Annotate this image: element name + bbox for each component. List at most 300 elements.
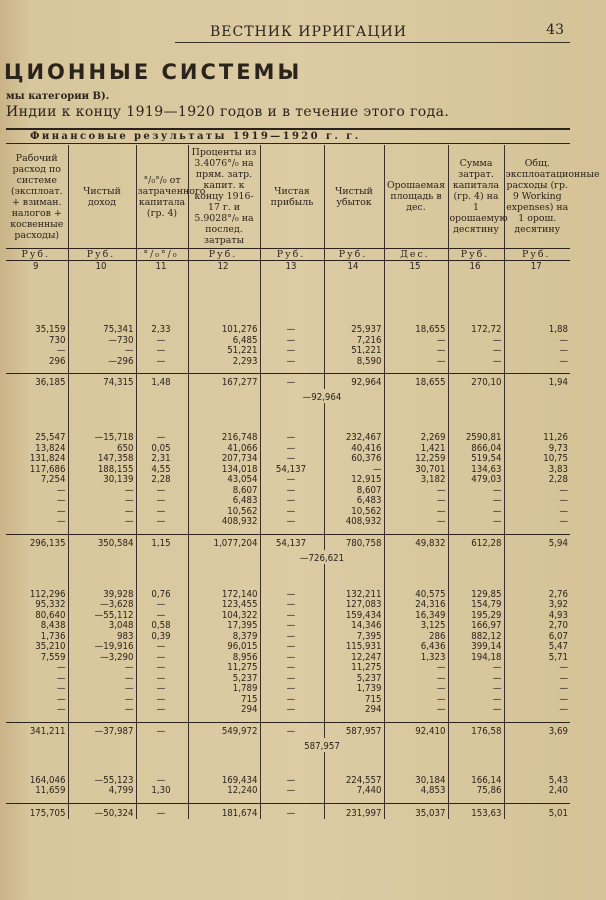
table-cell-value: 172,140 bbox=[221, 588, 258, 600]
table-cell-value: — bbox=[124, 662, 134, 673]
table-cell-value: 479,03 bbox=[471, 474, 502, 485]
table-cell-value: — bbox=[286, 442, 296, 454]
table-cell-value: — bbox=[156, 432, 166, 443]
table-cell-value: 115,931 bbox=[345, 641, 382, 652]
table-cell-value: 159,434 bbox=[345, 609, 382, 621]
column-header: Общ. эксплоатационные расходы (гр. 9 Working expenses) на 1 орош. десятину bbox=[505, 158, 600, 235]
table-cell-value: 7,440 bbox=[356, 785, 382, 796]
table-cell: 54,137 bbox=[260, 534, 324, 550]
table-cell bbox=[448, 273, 504, 374]
table-cell-value: — bbox=[559, 516, 568, 527]
financial-results-table bbox=[6, 145, 600, 819]
column-header: Чистый убыток bbox=[324, 145, 384, 249]
column-header-row bbox=[6, 145, 570, 249]
table-cell-value: — bbox=[56, 345, 66, 356]
table-cell bbox=[504, 738, 570, 752]
table-total-row bbox=[6, 534, 570, 550]
table-cell bbox=[384, 752, 448, 804]
table-cell-value: 983 bbox=[117, 630, 134, 642]
table-cell-value: — bbox=[286, 630, 296, 642]
table-cell bbox=[448, 389, 504, 403]
table-cell-value: 6,483 bbox=[356, 495, 382, 506]
table-cell-value: 866,04 bbox=[471, 442, 502, 454]
table-cell bbox=[448, 738, 504, 752]
table-cell-value: — bbox=[124, 345, 134, 356]
table-cell: 176,58 bbox=[448, 722, 504, 738]
table-cell-value: — bbox=[286, 474, 296, 485]
table-cell: 36,185 bbox=[6, 374, 68, 390]
table-cell-value: 188,155 bbox=[97, 463, 134, 475]
table-cell bbox=[136, 403, 188, 534]
table-cell bbox=[136, 738, 188, 752]
table-cell-value: 1,736 bbox=[40, 630, 66, 642]
table-cell-value: 1,30 bbox=[151, 785, 171, 796]
table-cell-value: — bbox=[286, 453, 296, 464]
table-cell-value: 123,455 bbox=[221, 599, 258, 610]
table-cell-value: — bbox=[156, 345, 166, 356]
table-cell: — bbox=[260, 374, 324, 390]
table-cell-value: 25,547 bbox=[35, 432, 66, 443]
table-cell-value: — bbox=[286, 484, 296, 496]
column-number: 11 bbox=[136, 261, 188, 274]
table-cell-value: 75,341 bbox=[103, 324, 134, 335]
table-cell bbox=[188, 403, 260, 534]
column-number: 12 bbox=[188, 261, 260, 274]
table-cell-value: — bbox=[156, 355, 166, 367]
table-cell-value: — bbox=[156, 334, 166, 346]
table-cell-value: — bbox=[156, 662, 166, 673]
table-cell: 1,15 bbox=[136, 534, 188, 550]
table-cell-value: 5,237 bbox=[232, 672, 258, 684]
table-cell bbox=[188, 738, 260, 752]
table-cell: 587,957 bbox=[324, 722, 384, 738]
table-cell: 175,705 bbox=[6, 803, 68, 819]
table-cell-value: 2,76 bbox=[548, 588, 568, 600]
table-cell-value: 0,39 bbox=[151, 630, 171, 642]
table-cell-value: 5,237 bbox=[356, 672, 382, 684]
table-cell-value: — bbox=[559, 672, 568, 684]
table-cell-value: — bbox=[436, 345, 446, 356]
table-cell-value: — bbox=[56, 505, 66, 517]
table-cell-value: — bbox=[436, 516, 446, 527]
table-body bbox=[6, 249, 570, 819]
table-cell-value: 5,71 bbox=[548, 651, 568, 663]
table-cell-value: — bbox=[56, 484, 66, 496]
table-cell-value: — bbox=[156, 484, 166, 496]
table-cell-value: 154,79 bbox=[471, 599, 502, 610]
table-cell-value: 35,210 bbox=[35, 641, 66, 652]
table-cell-value: — bbox=[286, 324, 296, 335]
table-cell-value: 0,05 bbox=[151, 442, 171, 454]
table-cell: 296,135 bbox=[6, 534, 68, 550]
table-cell bbox=[6, 752, 68, 804]
table-cell-value: 195,29 bbox=[471, 609, 502, 621]
table-cell-value: 1,88 bbox=[548, 324, 568, 335]
column-header: Орошаемая площадь в дес. bbox=[384, 145, 448, 249]
table-cell-value: 7,216 bbox=[356, 334, 382, 346]
net-result-row bbox=[6, 550, 570, 564]
table-cell: — bbox=[136, 803, 188, 819]
table-cell-value: 17,395 bbox=[227, 620, 258, 631]
table-cell-value: — bbox=[56, 704, 66, 715]
table-cell-value: — bbox=[286, 345, 296, 356]
table-cell: 3,69 bbox=[504, 722, 570, 738]
table-cell-value: 650 bbox=[117, 442, 134, 454]
table-cell: 341,211 bbox=[6, 722, 68, 738]
table-cell-value: — bbox=[156, 683, 166, 694]
table-cell-value: — bbox=[286, 662, 296, 673]
unit-cell: Руб. bbox=[68, 249, 136, 261]
table-cell-value: 8,438 bbox=[40, 620, 66, 631]
table-cell-value: 169,434 bbox=[221, 774, 258, 786]
table-cell bbox=[6, 389, 68, 403]
table-cell-value: — bbox=[156, 516, 166, 527]
column-number: 15 bbox=[384, 261, 448, 274]
table-cell-value: 12,259 bbox=[415, 453, 446, 464]
table-cell: 5,01 bbox=[504, 803, 570, 819]
table-cell-value: 294 bbox=[241, 704, 258, 715]
table-cell-value: 10,562 bbox=[227, 505, 258, 517]
section-subtitle: Индии к концу 1919—1920 годов и в течение этого года. bbox=[6, 104, 450, 120]
table-cell-value: — bbox=[124, 505, 134, 517]
table-cell-value: — bbox=[436, 693, 446, 705]
table-cell: 270,10 bbox=[448, 374, 504, 390]
table-cell-value: 54,137 bbox=[275, 463, 307, 475]
table-cell-value: 3,83 bbox=[548, 463, 568, 475]
table-cell-value: 39,928 bbox=[103, 588, 134, 600]
table-cell bbox=[384, 564, 448, 723]
table-cell-value: 8,956 bbox=[232, 651, 258, 663]
table-cell bbox=[6, 403, 68, 534]
table-cell-value: —3,290 bbox=[100, 651, 134, 663]
table-cell bbox=[324, 564, 384, 723]
table-cell: 780,758 bbox=[324, 534, 384, 550]
table-cell: 350,584 bbox=[68, 534, 136, 550]
table-cell bbox=[504, 752, 570, 804]
table-cell-value: 16,349 bbox=[415, 609, 446, 621]
table-cell-value: 112,296 bbox=[29, 588, 66, 600]
table-cell-value: — bbox=[286, 651, 296, 663]
table-cell-value: — bbox=[492, 355, 502, 367]
column-header: Чистая прибыль bbox=[260, 145, 324, 249]
table-cell-value: 4,93 bbox=[548, 609, 568, 621]
table-cell-value: — bbox=[492, 334, 502, 346]
table-cell: 18,655 bbox=[384, 374, 448, 390]
table-cell-value: 24,316 bbox=[415, 599, 446, 610]
table-cell bbox=[384, 389, 448, 403]
table-cell-value: 2,28 bbox=[151, 474, 171, 485]
table-cell bbox=[384, 273, 448, 374]
table-cell-value: 132,211 bbox=[345, 588, 382, 600]
table-cell-value: 2,40 bbox=[548, 785, 568, 796]
table-cell-value: — bbox=[124, 495, 134, 506]
table-cell-value: 10,75 bbox=[543, 453, 568, 464]
table-row bbox=[6, 273, 570, 374]
table-cell-value: 35,159 bbox=[35, 324, 66, 335]
column-header: °/₀°/₀ от затраченного капитала (гр. 4) bbox=[136, 145, 188, 249]
table-cell bbox=[504, 564, 570, 723]
table-cell bbox=[324, 273, 384, 374]
table-cell-value: 147,358 bbox=[97, 453, 134, 464]
table-cell-value: — bbox=[124, 672, 134, 684]
table-cell bbox=[260, 752, 324, 804]
table-cell bbox=[68, 564, 136, 723]
table-cell-value: — bbox=[559, 662, 568, 673]
table-cell-value: 51,221 bbox=[351, 345, 382, 356]
table-cell-value: 2590,81 bbox=[465, 432, 502, 443]
table-cell-value: 12,915 bbox=[351, 474, 382, 485]
table-cell-value: 194,18 bbox=[471, 651, 502, 663]
section-heading: ЦИОННЫЕ СИСТЕМЫ bbox=[4, 60, 303, 84]
net-result-row bbox=[6, 389, 570, 403]
table-cell-value: — bbox=[286, 334, 296, 346]
table-cell-value: 18,655 bbox=[415, 324, 446, 335]
table-cell-value: 134,018 bbox=[221, 463, 258, 475]
table-cell-value: 166,14 bbox=[471, 774, 502, 786]
table-cell bbox=[384, 403, 448, 534]
table-cell bbox=[136, 752, 188, 804]
table-cell-value: 60,376 bbox=[351, 453, 382, 464]
column-number: 16 bbox=[448, 261, 504, 274]
table-cell-value: —55,112 bbox=[94, 609, 134, 621]
table-cell-value: — bbox=[436, 672, 446, 684]
table-cell-value: 13,824 bbox=[35, 442, 66, 454]
table-cell: 231,997 bbox=[324, 803, 384, 819]
table-cell-value: — bbox=[286, 495, 296, 506]
table-cell bbox=[260, 403, 324, 534]
unit-cell: Руб. bbox=[504, 249, 570, 261]
table-cell bbox=[504, 550, 570, 564]
table-cell-value: 2,293 bbox=[232, 355, 258, 367]
table-cell-value: — bbox=[124, 516, 134, 527]
table-cell-value: 216,748 bbox=[221, 432, 258, 443]
table-cell-value: 11,275 bbox=[227, 662, 258, 673]
table-cell-value: 11,275 bbox=[351, 662, 382, 673]
table-cell: — bbox=[260, 803, 324, 819]
table-cell bbox=[448, 550, 504, 564]
table-cell-value: 12,240 bbox=[227, 785, 258, 796]
table-cell bbox=[448, 752, 504, 804]
table-cell-value: — bbox=[156, 495, 166, 506]
column-header: Рабочий расход по системе (эксплоат. + взиман. налогов + косвенные расходы) bbox=[6, 145, 68, 249]
table-cell-value: —15,718 bbox=[94, 432, 134, 443]
table-cell-value: — bbox=[56, 662, 66, 673]
table-cell bbox=[68, 550, 136, 564]
column-header: Чистый доход bbox=[68, 145, 136, 249]
table-cell: —726,621 bbox=[260, 550, 384, 564]
table-cell: 35,037 bbox=[384, 803, 448, 819]
table-cell-value: — bbox=[372, 463, 382, 475]
table-cell-value: 134,63 bbox=[471, 463, 502, 475]
table-cell-value: —730 bbox=[108, 334, 134, 346]
table-cell-value: — bbox=[156, 693, 166, 705]
table-cell-value: 30,701 bbox=[415, 463, 446, 475]
table-cell-value: 166,97 bbox=[471, 620, 502, 631]
table-cell-value: 224,557 bbox=[345, 774, 382, 786]
table-cell-value: 408,932 bbox=[345, 516, 382, 527]
table-cell bbox=[504, 273, 570, 374]
column-number-row bbox=[6, 261, 570, 274]
table-cell-value: — bbox=[559, 704, 568, 715]
table-cell bbox=[6, 273, 68, 374]
table-cell-value: — bbox=[56, 672, 66, 684]
table-cell-value: 5,47 bbox=[548, 641, 568, 652]
table-cell: 92,410 bbox=[384, 722, 448, 738]
table-cell-value: 2,269 bbox=[420, 432, 446, 443]
table-cell-value: — bbox=[156, 505, 166, 517]
table-cell-value: — bbox=[559, 495, 568, 506]
table-cell-value: — bbox=[492, 495, 502, 506]
table-cell-value: 3,125 bbox=[420, 620, 446, 631]
column-number: 13 bbox=[260, 261, 324, 274]
table-cell-value: — bbox=[286, 704, 296, 715]
table-cell-value: 2,33 bbox=[151, 324, 171, 335]
table-cell-value: 41,066 bbox=[227, 442, 258, 454]
table-cell-value: 0,76 bbox=[151, 588, 171, 600]
table-cell-value: — bbox=[286, 774, 296, 786]
table-total-row bbox=[6, 722, 570, 738]
table-cell-value: — bbox=[559, 505, 568, 517]
table-cell bbox=[136, 564, 188, 723]
table-cell-value: — bbox=[559, 355, 568, 367]
table-cell-value: —3,628 bbox=[100, 599, 134, 610]
unit-cell: Руб. bbox=[188, 249, 260, 261]
table-cell bbox=[324, 752, 384, 804]
page-number: 43 bbox=[546, 22, 564, 38]
table-cell bbox=[136, 273, 188, 374]
column-number: 9 bbox=[6, 261, 68, 274]
table-cell-value: — bbox=[559, 693, 568, 705]
table-cell: —50,324 bbox=[68, 803, 136, 819]
table-cell-value: — bbox=[286, 505, 296, 517]
table-cell bbox=[504, 389, 570, 403]
table-cell-value: 95,332 bbox=[35, 599, 66, 610]
table-cell bbox=[188, 550, 260, 564]
table-cell bbox=[260, 273, 324, 374]
table-cell-value: 8,607 bbox=[232, 484, 258, 496]
table-cell-value: 117,686 bbox=[29, 463, 66, 475]
table-cell-value: — bbox=[436, 355, 446, 367]
table-cell bbox=[188, 273, 260, 374]
table-cell-value: — bbox=[559, 484, 568, 496]
table-cell-value: — bbox=[492, 662, 502, 673]
table-cell-value: — bbox=[156, 641, 166, 652]
table-cell-value: 40,575 bbox=[415, 588, 446, 600]
table-cell-value: 3,92 bbox=[548, 599, 568, 610]
column-number: 10 bbox=[68, 261, 136, 274]
table-cell-value: 12,247 bbox=[351, 651, 382, 663]
table-cell-value: — bbox=[286, 599, 296, 610]
table-cell: 92,964 bbox=[324, 374, 384, 390]
table-cell-value: 4,853 bbox=[420, 785, 446, 796]
table-cell-value: — bbox=[56, 693, 66, 705]
table-cell: 181,674 bbox=[188, 803, 260, 819]
table-cell-value: — bbox=[286, 620, 296, 631]
table-cell-value: 11,26 bbox=[543, 432, 568, 443]
table-cell-value: — bbox=[492, 693, 502, 705]
table-row bbox=[6, 564, 570, 723]
table-cell-value: 6,483 bbox=[232, 495, 258, 506]
table-cell-value: 232,467 bbox=[345, 432, 382, 443]
unit-cell: °/₀°/₀ bbox=[136, 249, 188, 261]
table-cell-value: — bbox=[559, 683, 568, 694]
table-cell-value: 882,12 bbox=[471, 630, 502, 642]
table-row bbox=[6, 403, 570, 534]
table-cell-value: — bbox=[436, 704, 446, 715]
table-cell bbox=[6, 564, 68, 723]
table-cell-value: 172,72 bbox=[471, 324, 502, 335]
table-cell-value: — bbox=[492, 345, 502, 356]
table-cell-value: 7,559 bbox=[40, 651, 66, 663]
header-rule bbox=[175, 42, 570, 43]
table-cell: 5,94 bbox=[504, 534, 570, 550]
table-cell-value: 14,346 bbox=[351, 620, 382, 631]
table-cell-value: — bbox=[559, 334, 568, 346]
table-cell-value: 129,85 bbox=[471, 588, 502, 600]
table-cell-value: — bbox=[436, 662, 446, 673]
table-cell-value: 8,379 bbox=[232, 630, 258, 642]
table-cell-value: — bbox=[286, 641, 296, 652]
table-cell-value: 7,395 bbox=[356, 630, 382, 642]
table-cell-value: — bbox=[156, 774, 166, 786]
table-cell bbox=[188, 389, 260, 403]
table-total-row bbox=[6, 803, 570, 819]
table-cell bbox=[6, 738, 68, 752]
running-head bbox=[0, 22, 606, 42]
net-result-row bbox=[6, 738, 570, 752]
table-cell: 612,28 bbox=[448, 534, 504, 550]
table-cell-value: — bbox=[436, 505, 446, 517]
table-cell-value: — bbox=[56, 495, 66, 506]
table-cell: —37,987 bbox=[68, 722, 136, 738]
table-cell-value: — bbox=[436, 484, 446, 496]
table-cell-value: — bbox=[286, 672, 296, 684]
table-cell-value: — bbox=[124, 704, 134, 715]
table-cell-value: — bbox=[492, 672, 502, 684]
table-cell-value: 730 bbox=[49, 334, 66, 346]
table-cell-value: 2,31 bbox=[151, 453, 171, 464]
table-cell bbox=[384, 550, 448, 564]
table-cell-value: 6,436 bbox=[420, 641, 446, 652]
table-cell-value: — bbox=[286, 693, 296, 705]
financial-table-block bbox=[6, 128, 600, 900]
table-cell-value: 164,046 bbox=[29, 774, 66, 786]
table-cell-value: 127,083 bbox=[345, 599, 382, 610]
table-cell-value: 11,659 bbox=[35, 785, 66, 796]
table-cell-value: 296 bbox=[49, 355, 66, 367]
table-cell-value: 9,73 bbox=[548, 442, 568, 454]
table-cell-value: 2,70 bbox=[548, 620, 568, 631]
table-cell-value: —19,916 bbox=[94, 641, 134, 652]
table-cell-value: — bbox=[156, 672, 166, 684]
table-cell-value: 96,015 bbox=[227, 641, 258, 652]
table-cell-value: 25,937 bbox=[351, 324, 382, 335]
table-cell-value: 715 bbox=[365, 693, 382, 705]
table-cell bbox=[188, 564, 260, 723]
table-cell-value: — bbox=[436, 683, 446, 694]
table-cell-value: — bbox=[286, 588, 296, 600]
table-cell-value: 131,824 bbox=[29, 453, 66, 464]
table-cell-value: 40,416 bbox=[351, 442, 382, 454]
table-cell-value: — bbox=[436, 334, 446, 346]
table-row bbox=[6, 752, 570, 804]
table-cell-value: 51,221 bbox=[227, 345, 258, 356]
table-cell-value: 6,07 bbox=[548, 630, 568, 642]
unit-cell: Руб. bbox=[448, 249, 504, 261]
table-cell-value: 104,322 bbox=[221, 609, 258, 621]
table-cell-value: 6,485 bbox=[232, 334, 258, 346]
table-cell: 1,94 bbox=[504, 374, 570, 390]
